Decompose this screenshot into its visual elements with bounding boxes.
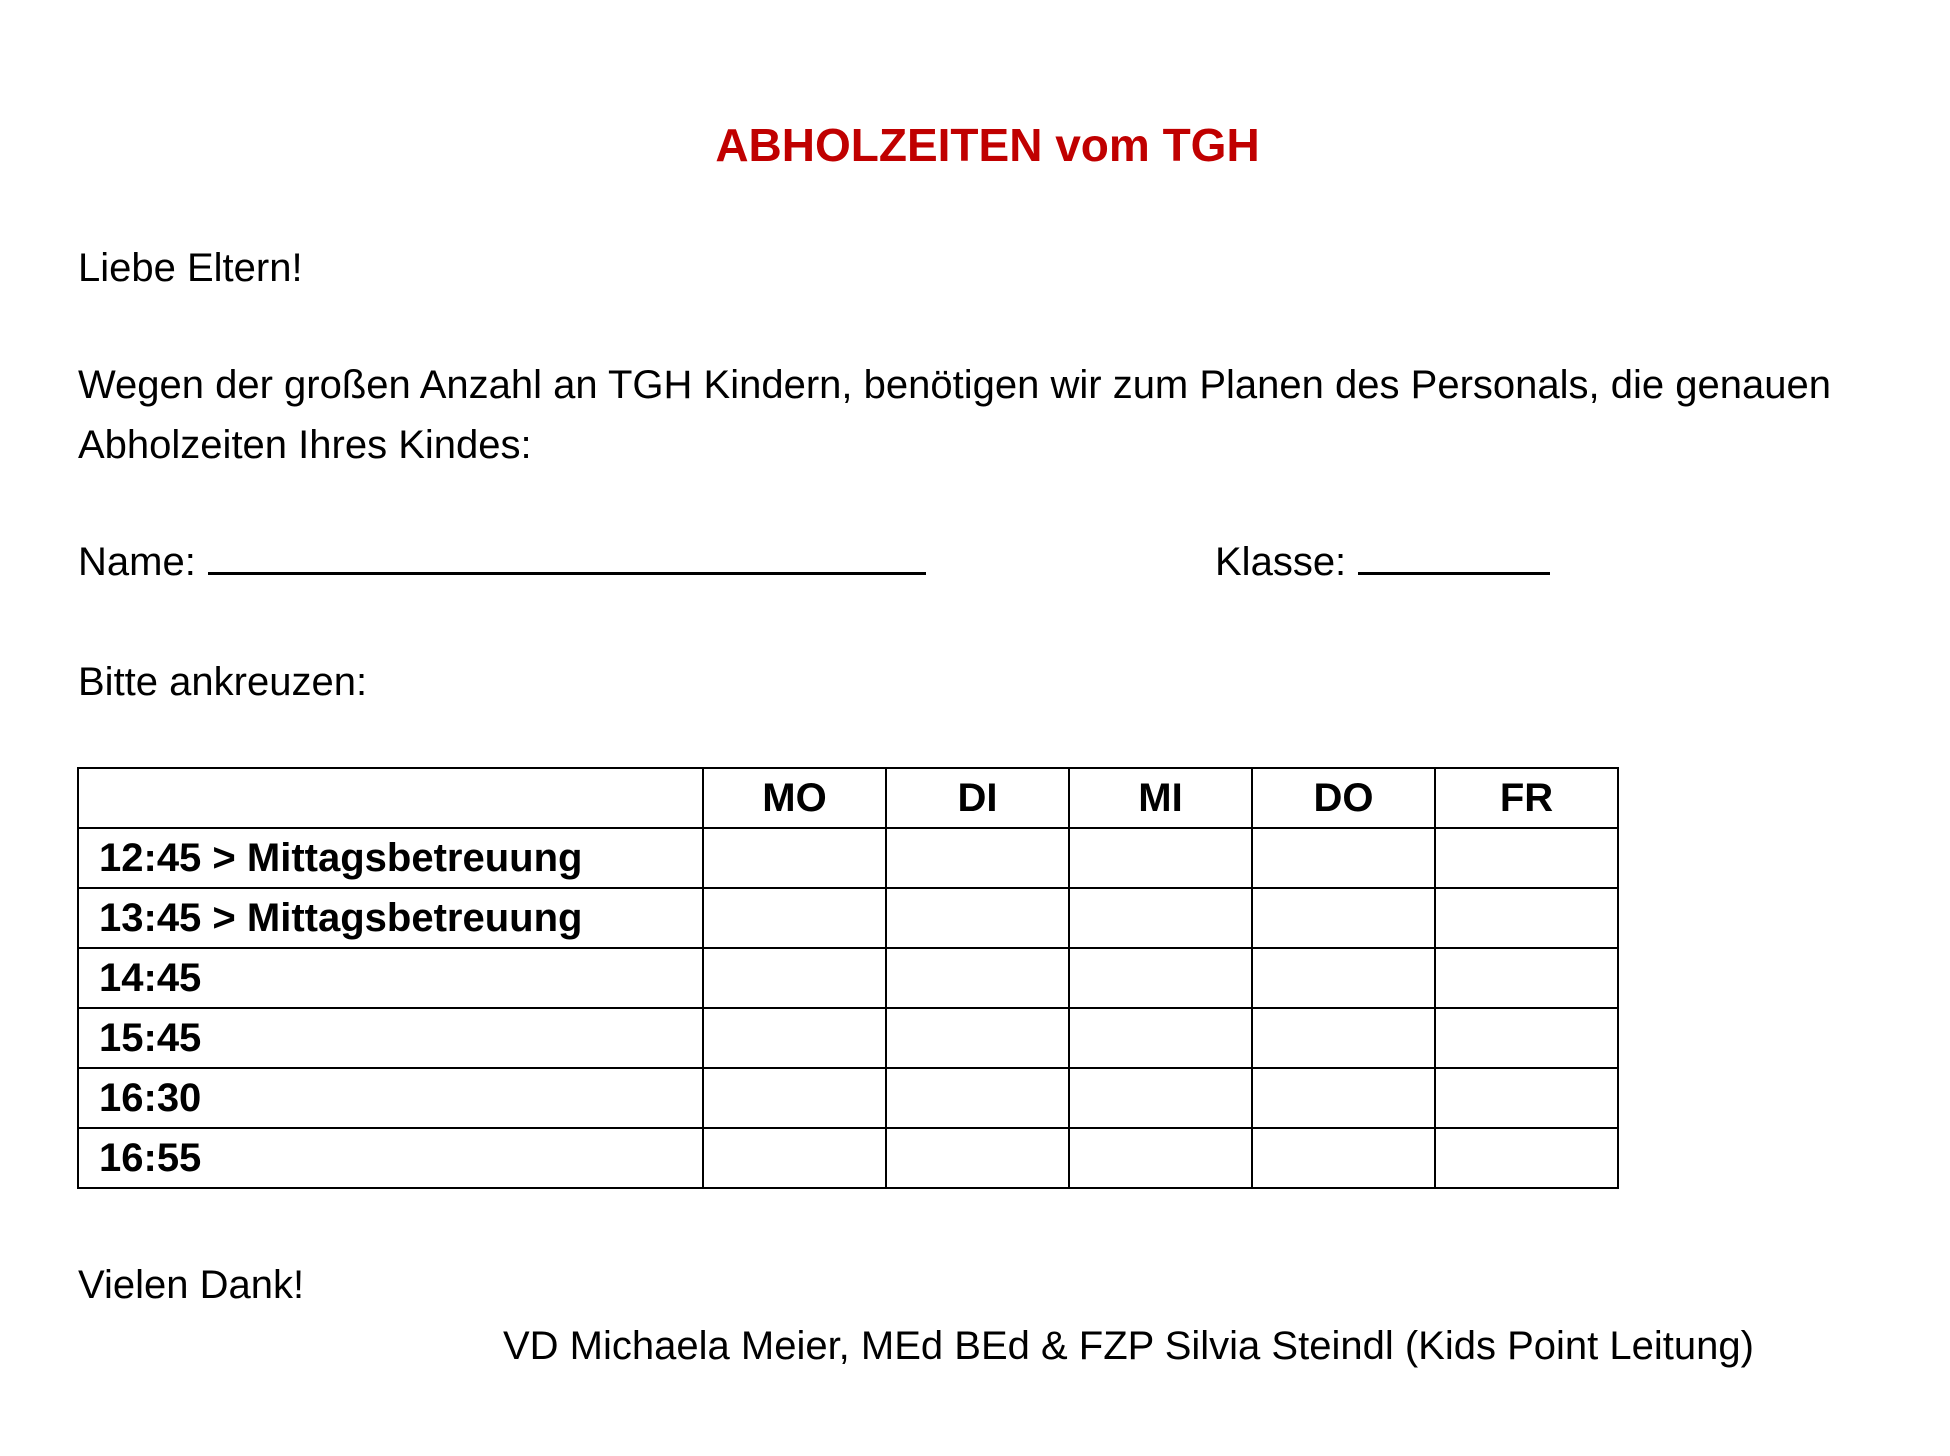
checkbox-cell[interactable] bbox=[703, 888, 886, 948]
klasse-label: Klasse: bbox=[1215, 540, 1347, 584]
time-label: 16:30 bbox=[78, 1068, 703, 1128]
checkbox-cell[interactable] bbox=[703, 948, 886, 1008]
name-field-row bbox=[78, 532, 926, 592]
header-day-do: DO bbox=[1252, 768, 1435, 828]
checkbox-cell[interactable] bbox=[1252, 1128, 1435, 1188]
checkbox-cell[interactable] bbox=[1252, 888, 1435, 948]
header-day-mi: MI bbox=[1069, 768, 1252, 828]
table-row bbox=[78, 948, 1618, 1008]
table-row bbox=[78, 888, 1618, 948]
checkbox-cell[interactable] bbox=[703, 828, 886, 888]
checkbox-cell[interactable] bbox=[886, 1008, 1069, 1068]
thanks-text: Vielen Dank! bbox=[78, 1263, 305, 1307]
name-label: Name: bbox=[78, 540, 196, 584]
checkbox-cell[interactable] bbox=[886, 888, 1069, 948]
checkbox-cell[interactable] bbox=[1069, 948, 1252, 1008]
checkbox-cell[interactable] bbox=[703, 1008, 886, 1068]
time-label: 15:45 bbox=[78, 1008, 703, 1068]
checkbox-cell[interactable] bbox=[1252, 948, 1435, 1008]
header-day-di: DI bbox=[886, 768, 1069, 828]
checkbox-cell[interactable] bbox=[1435, 1008, 1618, 1068]
checkbox-cell[interactable] bbox=[1435, 1068, 1618, 1128]
checkbox-cell[interactable] bbox=[1069, 888, 1252, 948]
checkbox-cell[interactable] bbox=[1069, 1128, 1252, 1188]
intro-paragraph: Wegen der großen Anzahl an TGH Kindern, benötigen wir zum Planen des Personals, die genauen Abholzeiten Ihres Kindes: bbox=[78, 363, 1831, 467]
header-day-mo: MO bbox=[703, 768, 886, 828]
checkbox-cell[interactable] bbox=[886, 948, 1069, 1008]
checkbox-cell[interactable] bbox=[1252, 1068, 1435, 1128]
table-row bbox=[78, 1068, 1618, 1128]
greeting: Liebe Eltern! bbox=[78, 246, 303, 290]
klasse-field-row bbox=[1215, 532, 1550, 592]
checkbox-cell[interactable] bbox=[1069, 1068, 1252, 1128]
time-label: 12:45 > Mittagsbetreuung bbox=[78, 828, 703, 888]
name-blank-line[interactable] bbox=[208, 532, 926, 575]
instruction-text: Bitte ankreuzen: bbox=[78, 660, 368, 704]
table-header-row bbox=[78, 768, 1618, 828]
pickup-schedule-table bbox=[77, 767, 1619, 1189]
time-label: 13:45 > Mittagsbetreuung bbox=[78, 888, 703, 948]
checkbox-cell[interactable] bbox=[1069, 1008, 1252, 1068]
checkbox-cell[interactable] bbox=[703, 1128, 886, 1188]
checkbox-cell[interactable] bbox=[886, 1128, 1069, 1188]
checkbox-cell[interactable] bbox=[1435, 948, 1618, 1008]
checkbox-cell[interactable] bbox=[886, 1068, 1069, 1128]
time-label: 14:45 bbox=[78, 948, 703, 1008]
checkbox-cell[interactable] bbox=[1069, 828, 1252, 888]
header-blank-cell bbox=[78, 768, 703, 828]
klasse-blank-line[interactable] bbox=[1358, 532, 1550, 575]
checkbox-cell[interactable] bbox=[703, 1068, 886, 1128]
table-row bbox=[78, 828, 1618, 888]
document-title: ABHOLZEITEN vom TGH bbox=[715, 119, 1260, 171]
checkbox-cell[interactable] bbox=[1252, 828, 1435, 888]
checkbox-cell[interactable] bbox=[886, 828, 1069, 888]
table-row bbox=[78, 1128, 1618, 1188]
checkbox-cell[interactable] bbox=[1435, 888, 1618, 948]
table-row bbox=[78, 1008, 1618, 1068]
signature-line: VD Michaela Meier, MEd BEd & FZP Silvia Steindl (Kids Point Leitung) bbox=[503, 1324, 1754, 1368]
time-label: 16:55 bbox=[78, 1128, 703, 1188]
checkbox-cell[interactable] bbox=[1252, 1008, 1435, 1068]
checkbox-cell[interactable] bbox=[1435, 1128, 1618, 1188]
checkbox-cell[interactable] bbox=[1435, 828, 1618, 888]
header-day-fr: FR bbox=[1435, 768, 1618, 828]
